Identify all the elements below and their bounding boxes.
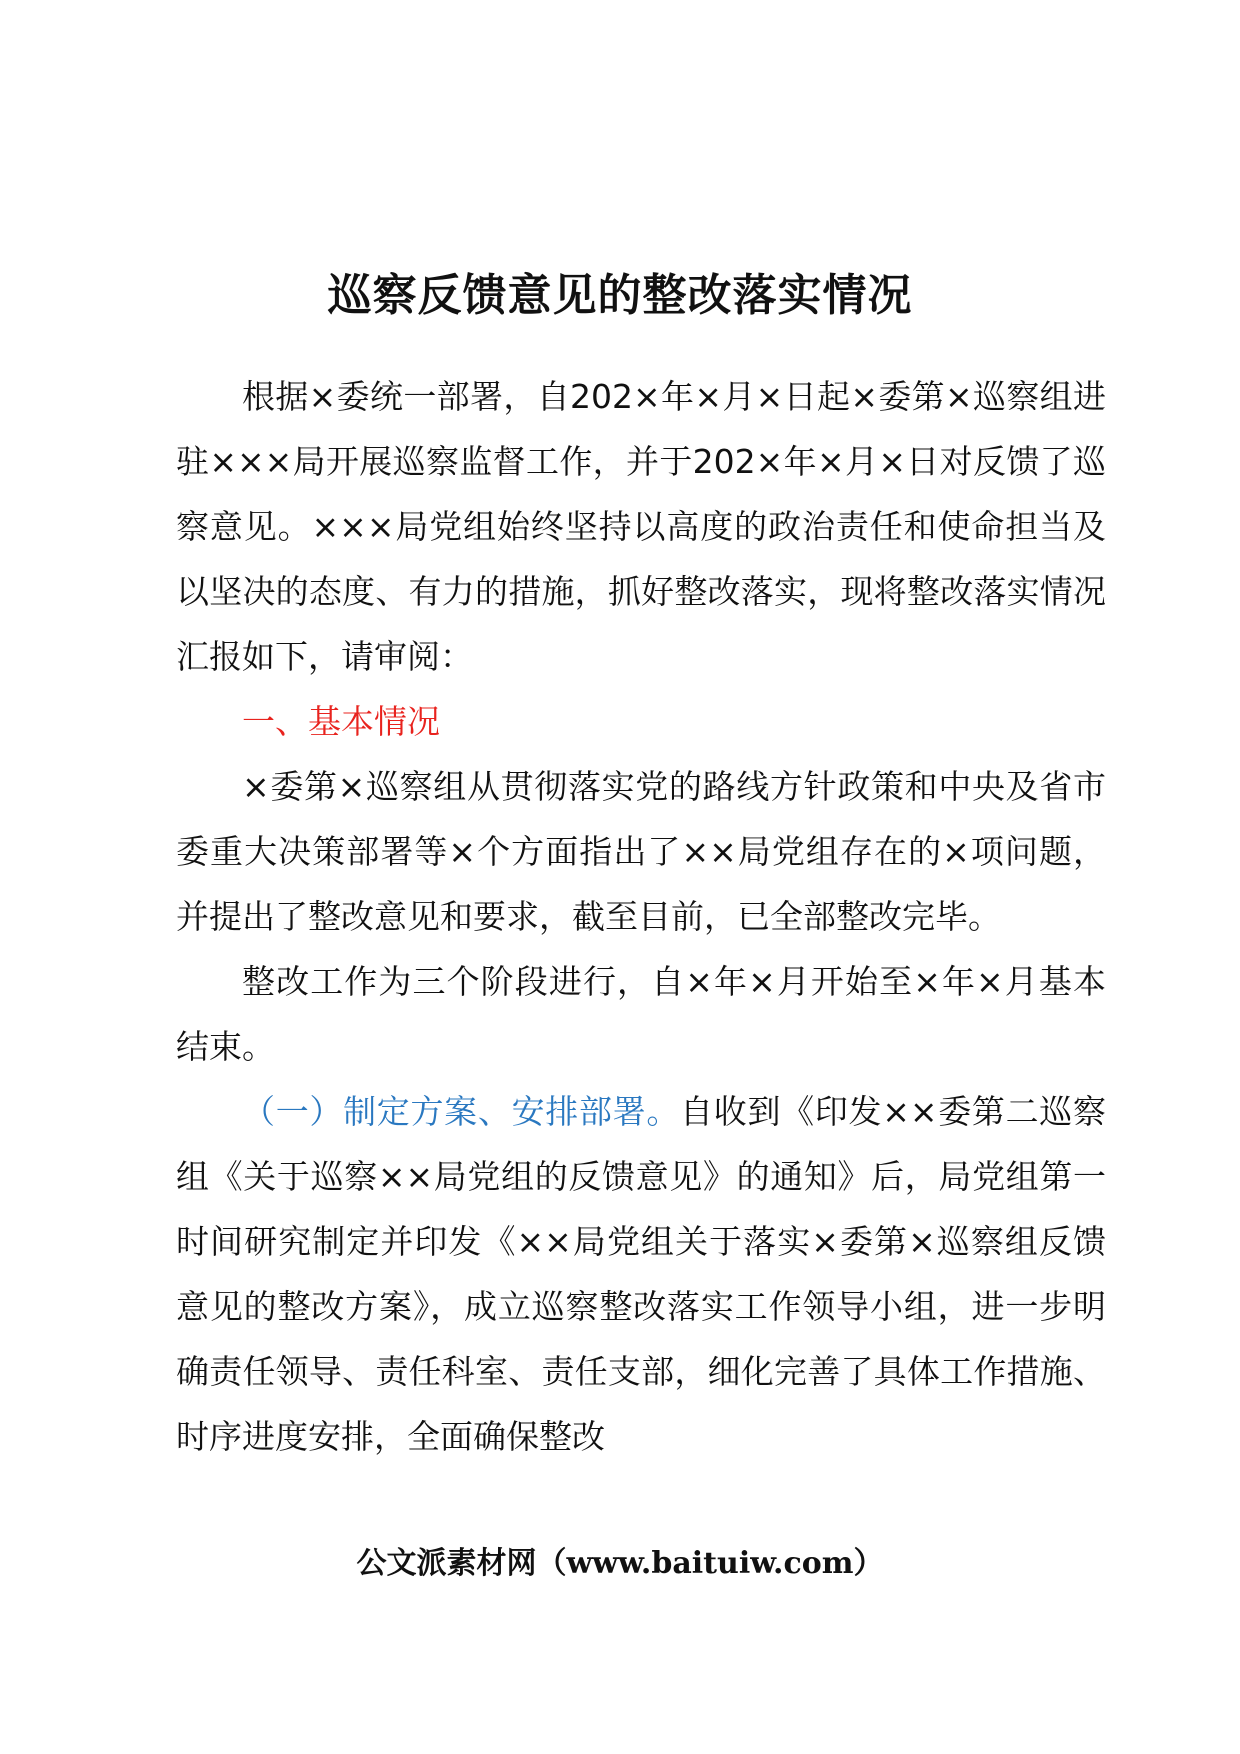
document-title: 巡察反馈意见的整改落实情况 <box>327 270 913 321</box>
intro-paragraph: 根据×委统一部署，自202×年×月×日起×委第×巡察组进驻×××局开展巡察监督工作，并于202×年×月×日对反馈了巡察意见。×××局党组始终坚持以高度的政治责任和使命担当及以坚决的态度、有力的措施，抓好整改落实，现将整改落实情况汇报如下，请审阅： <box>176 377 1106 676</box>
document-body <box>176 364 1106 1469</box>
footer-watermark: 公文派素材网（www.baituiw.com） <box>356 1546 884 1581</box>
subsection-text: 自收到《印发××委第二巡察组《关于巡察××局党组的反馈意见》的通知》后，局党组第一时间研究制定并印发《××局党组关于落实×委第×巡察组反馈意见的整改方案》，成立巡察整改落实工作领导小组，进一步明确责任领导、责任科室、责任支部，细化完善了具体工作措施、时序进度安排，全面确保整改 <box>176 1092 1106 1456</box>
subsection-paragraph <box>176 1079 1106 1469</box>
subsection-heading: （一）制定方案、安排部署。 <box>242 1092 681 1131</box>
body-paragraph: 整改工作为三个阶段进行，自×年×月开始至×年×月基本结束。 <box>176 962 1106 1066</box>
body-paragraph: ×委第×巡察组从贯彻落实党的路线方针政策和中央及省市委重大决策部署等×个方面指出了××局党组存在的×项问题，并提出了整改意见和要求，截至目前，已全部整改完毕。 <box>176 767 1106 936</box>
section-heading-basic: 一、基本情况 <box>242 702 440 741</box>
